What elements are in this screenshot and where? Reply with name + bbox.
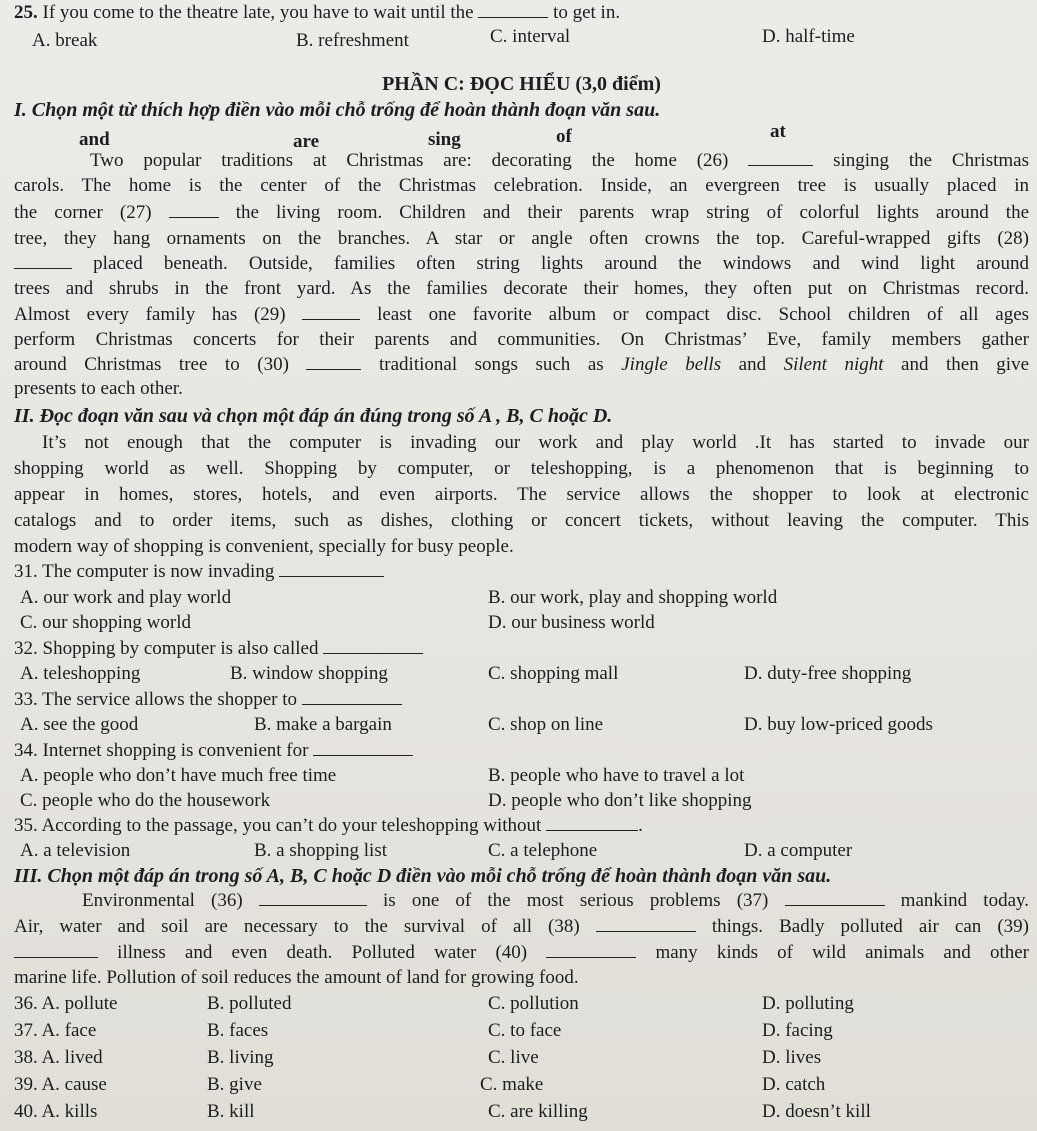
word-bank-item: of	[556, 126, 572, 147]
q38-option-c: C. live	[488, 1047, 539, 1068]
q35-option-b: B. a shopping list	[254, 840, 388, 861]
word-bank-item: at	[770, 121, 786, 142]
q33-option-c: C. shop on line	[488, 714, 604, 735]
passage2-line: It’s not enough that the computer is invading our work and play world .It has started to invade our	[42, 432, 1029, 453]
q37-option-b: B. faces	[207, 1020, 269, 1041]
q40-option-d: D. doesn’t kill	[762, 1101, 871, 1122]
q36-option-b: B. polluted	[207, 993, 292, 1014]
q33-option-d: D. buy low-priced goods	[744, 714, 933, 735]
part-c-title: PHẦN C: ĐỌC HIỂU (3,0 điểm)	[382, 73, 661, 95]
q25-blank	[478, 3, 548, 18]
q38-option-d: D. lives	[762, 1047, 822, 1068]
q40-option-c: C. are killing	[488, 1101, 588, 1122]
q32-stem: 32. Shopping by computer is also called	[14, 638, 1029, 660]
q31-stem: 31. The computer is now invading	[14, 561, 1029, 583]
passage2-line: modern way of shopping is convenient, specially for busy people.	[14, 536, 514, 557]
q39-option-a: 39. A. cause	[14, 1074, 107, 1095]
passage3-line: Environmental (36) is one of the most serious problems (37) mankind today.	[82, 890, 1030, 911]
q25-stem-end: to get in.	[553, 2, 621, 23]
q35-option-d: D. a computer	[744, 840, 853, 861]
passage1-line: Almost every family has (29) least one favorite album or compact disc. School children of all ages	[14, 304, 1030, 325]
q35-option-a: A. a television	[20, 840, 131, 861]
word-bank-item: sing	[428, 129, 461, 150]
word-bank-item: and	[79, 129, 110, 150]
q25-option-a: A. break	[32, 30, 98, 51]
q37-option-a: 37. A. face	[14, 1020, 97, 1041]
q35-option-c: C. a telephone	[488, 840, 598, 861]
q25-option-c: C. interval	[490, 26, 571, 47]
passage2-line: shopping world as well. Shopping by computer, or teleshopping, is a phenomenon that is beginning to	[14, 458, 1029, 479]
passage1-line: the corner (27) the living room. Children and their parents wrap string of colorful lights around the	[14, 202, 1030, 223]
q34-option-c: C. people who do the housework	[20, 790, 271, 811]
q34-option-a: A. people who don’t have much free time	[20, 765, 337, 786]
passage1-line: perform Christmas concerts for their parents and communities. On Christmas’ Eve, family members gather	[14, 329, 1029, 350]
q39-option-d: D. catch	[762, 1074, 826, 1095]
passage2-line: catalogs and to order items, such as dishes, clothing or concert tickets, without leaving the computer. This	[14, 510, 1029, 531]
q33-option-b: B. make a bargain	[254, 714, 392, 735]
q31-option-b: B. our work, play and shopping world	[488, 587, 778, 608]
q34-option-b: B. people who have to travel a lot	[488, 765, 745, 786]
q36-option-a: 36. A. pollute	[14, 993, 118, 1014]
q40-option-a: 40. A. kills	[14, 1101, 98, 1122]
q39-option-c: C. make	[480, 1074, 544, 1095]
q31-option-d: D. our business world	[488, 612, 655, 633]
q34-option-d: D. people who don’t like shopping	[488, 790, 752, 811]
passage1-line: around Christmas tree to (30) traditional songs such as Jingle bells and Silent night and then give	[14, 354, 1029, 375]
passage1-line: carols. The home is the center of the Christmas celebration. Inside, an evergreen tree is usually placed in	[14, 175, 1029, 196]
q40-option-b: B. kill	[207, 1101, 255, 1122]
q33-option-a: A. see the good	[20, 714, 139, 735]
q36-option-d: D. polluting	[762, 993, 854, 1014]
section2-heading: II. Đọc đoạn văn sau và chọn một đáp án đúng trong số A , B, C hoặc D.	[14, 405, 613, 427]
passage1-line: trees and shrubs in the front yard. As the families decorate their homes, they often put on Christmas record.	[14, 278, 1029, 299]
passage3-line: marine life. Pollution of soil reduces the amount of land for growing food.	[14, 967, 579, 988]
q25-stem: 25. If you come to the theatre late, you have to wait until the to get in.	[14, 2, 621, 23]
q36-option-c: C. pollution	[488, 993, 579, 1014]
q25-stem-text: If you come to the theatre late, you have to wait until the	[42, 2, 474, 23]
passage3-line: illness and even death. Polluted water (40) many kinds of wild animals and other	[14, 942, 1029, 964]
passage1-line: tree, they hang ornaments on the branches. A star or angle often crowns the top. Careful-wrapped gifts (28)	[14, 228, 1029, 249]
section1-heading: I. Chọn một từ thích hợp điền vào mỗi chỗ trống để hoàn thành đoạn văn sau.	[14, 99, 661, 121]
section3-heading: III. Chọn một đáp án trong số A, B, C hoặc D điền vào mỗi chỗ trống để hoàn thành đoạn văn sau.	[14, 865, 832, 887]
q39-option-b: B. give	[207, 1074, 262, 1095]
q32-option-a: A. teleshopping	[20, 663, 141, 684]
q25-option-d: D. half-time	[762, 26, 855, 47]
q25-option-b: B. refreshment	[296, 30, 409, 51]
q37-option-c: C. to face	[488, 1020, 562, 1041]
q38-option-a: 38. A. lived	[14, 1047, 103, 1068]
q35-stem: 35. According to the passage, you can’t do your teleshopping without .	[14, 815, 643, 836]
word-bank-item: are	[293, 131, 320, 152]
passage3-line: Air, water and soil are necessary to the survival of all (38) things. Badly polluted air can (39)	[14, 916, 1030, 937]
q34-stem: 34. Internet shopping is convenient for	[14, 740, 1029, 762]
q38-option-b: B. living	[207, 1047, 274, 1068]
passage1-line: placed beneath. Outside, families often string lights around the windows and wind light around	[14, 253, 1029, 275]
q32-option-d: D. duty-free shopping	[744, 663, 912, 684]
passage1-line: Two popular traditions at Christmas are: decorating the home (26) singing the Christmas	[90, 150, 1029, 171]
q37-option-d: D. facing	[762, 1020, 833, 1041]
q31-option-c: C. our shopping world	[20, 612, 191, 633]
passage2-line: appear in homes, stores, hotels, and even airports. The service allows the shopper to look at electronic	[14, 484, 1029, 505]
q32-option-c: C. shopping mall	[488, 663, 619, 684]
q31-option-a: A. our work and play world	[20, 587, 232, 608]
passage1-line: presents to each other.	[14, 378, 183, 399]
q32-option-b: B. window shopping	[230, 663, 388, 684]
q33-stem: 33. The service allows the shopper to	[14, 689, 1029, 711]
